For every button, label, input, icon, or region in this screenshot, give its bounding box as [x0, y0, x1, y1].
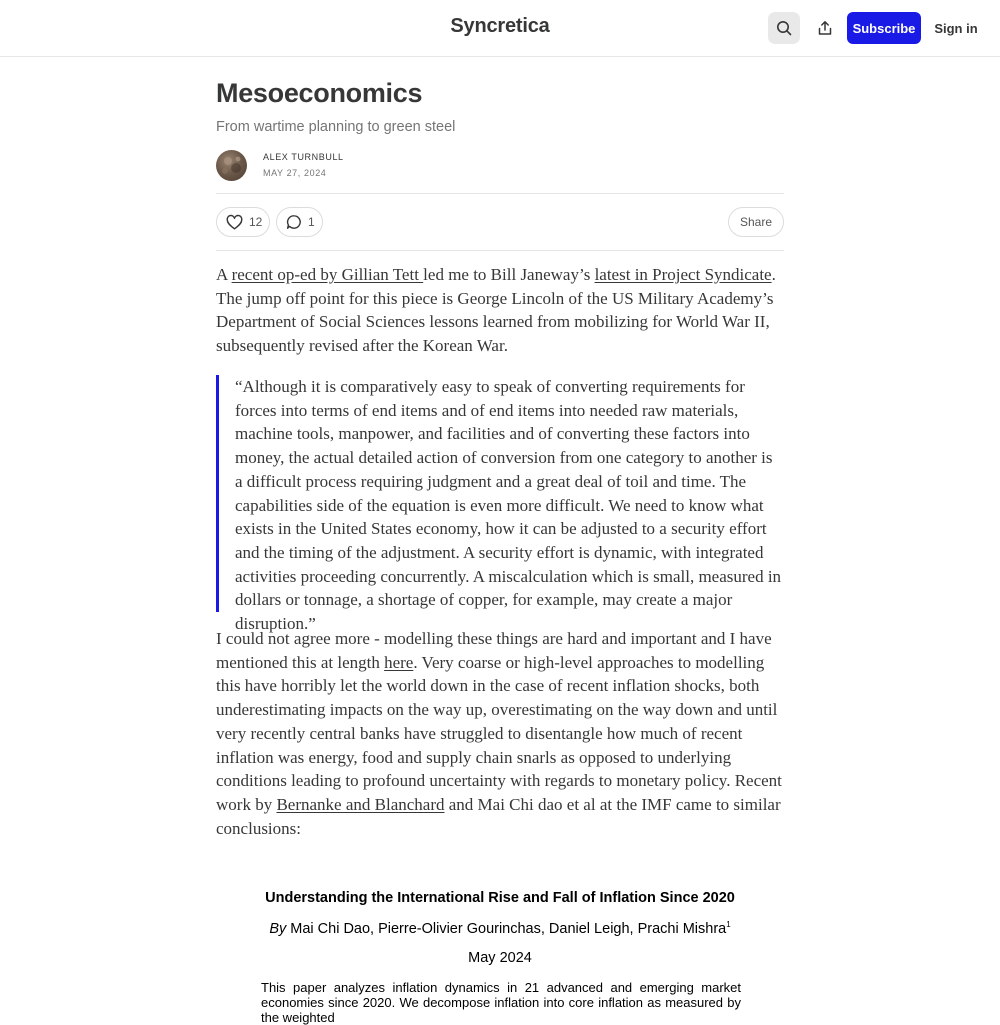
link-bernanke-blanchard[interactable]: Bernanke and Blanchard [276, 794, 445, 814]
paper-date: May 2024 [468, 950, 532, 966]
paper-author-list: Mai Chi Dao, Pierre-Olivier Gourinchas, Daniel Leigh, Prachi Mishra [286, 920, 727, 937]
like-count: 12 [249, 215, 263, 229]
comment-icon [286, 214, 302, 230]
author-avatar[interactable] [216, 150, 247, 181]
post-subtitle: From wartime planning to green steel [216, 119, 456, 135]
paper-title: Understanding the International Rise and Fall of Inflation Since 2020 [265, 890, 735, 906]
paragraph-1 [216, 263, 786, 358]
paper-abstract: This paper analyzes inflation dynamics in 21 advanced and emerging market economies since 2020. We decompose inflation into core inflation as measured by the weighted [261, 980, 741, 1025]
heart-icon [226, 215, 243, 230]
comment-count: 1 [308, 215, 315, 229]
paper-footnote: 1 [726, 920, 731, 929]
author-name[interactable]: ALEX TURNBULL [263, 152, 344, 162]
publication-title[interactable]: Syncretica [450, 15, 550, 37]
paper-authors [216, 920, 784, 937]
share-post-button[interactable]: Share [728, 207, 784, 237]
subscribe-button[interactable]: Subscribe [847, 12, 921, 44]
paper-by: By [269, 920, 287, 937]
header-divider [216, 193, 784, 194]
share-button[interactable] [809, 12, 841, 44]
share-icon [817, 20, 833, 36]
search-icon [776, 20, 792, 36]
comment-button[interactable] [276, 207, 323, 237]
top-navigation-bar [0, 0, 1000, 57]
post-title: Mesoeconomics [216, 78, 423, 108]
paragraph-2-text-a: I could not agree more - modelling these things are hard and important and I have mentioned this at length [216, 629, 772, 672]
paragraph-1-text-b: led me to Bill Janeway’s [423, 265, 595, 284]
embedded-paper-image[interactable] [216, 880, 784, 1025]
actions-divider [216, 250, 784, 251]
search-button[interactable] [768, 12, 800, 44]
post-date: MAY 27, 2024 [263, 168, 327, 178]
paragraph-1-text-c: . The jump off point for this piece is George Lincoln of the US Military Academy’s Department of Social Sciences lessons learned from mobilizing for World War II, subsequently revised after the Korean War. [216, 265, 776, 356]
like-button[interactable] [216, 207, 270, 237]
link-project-syndicate[interactable]: latest in Project Syndicate [594, 265, 772, 284]
paragraph-2-text-b: . Very coarse or high-level approaches to modelling this have horribly let the world down in the case of recent inflation shocks, both underestimating impacts on the way up, overestimating on the way down and until very recently central banks have struggled to disentangle how much of recent inflation was energy, food and supply chain snarls as opposed to underlying conditions leading to profound uncertainty with regards to monetary policy. Recent work by [216, 652, 782, 814]
paragraph-1-text-a: A [216, 265, 232, 284]
sign-in-button[interactable]: Sign in [934, 20, 978, 36]
link-tett-op-ed[interactable]: recent op-ed by Gillian Tett [231, 265, 424, 284]
paragraph-2-text-c: and Mai Chi dao et al at the IMF came to similar conclusions: [216, 794, 781, 838]
paragraph-2 [216, 627, 786, 840]
blockquote-lincoln: “Although it is comparatively easy to speak of converting requirements for forces into terms of end items and of end items into needed raw materials, machine tools, manpower, and facilities and of converting these factors into money, the actual detailed action of conversion from one category to another is a difficult process requiring judgment and a great deal of toil and time. The capabilities side of the equation is even more difficult. We need to know what exists in the United States economy, how it can be adjusted to a security effort and the timing of the adjustment. A security effort is dynamic, with integrated activities proceeding concurrently. A miscalculation which is small, measured in dollars or tonnage, a shortage of copper, for example, may create a major disruption.” [216, 375, 782, 612]
link-here[interactable]: here [384, 652, 414, 672]
avatar-image-icon [216, 150, 247, 181]
